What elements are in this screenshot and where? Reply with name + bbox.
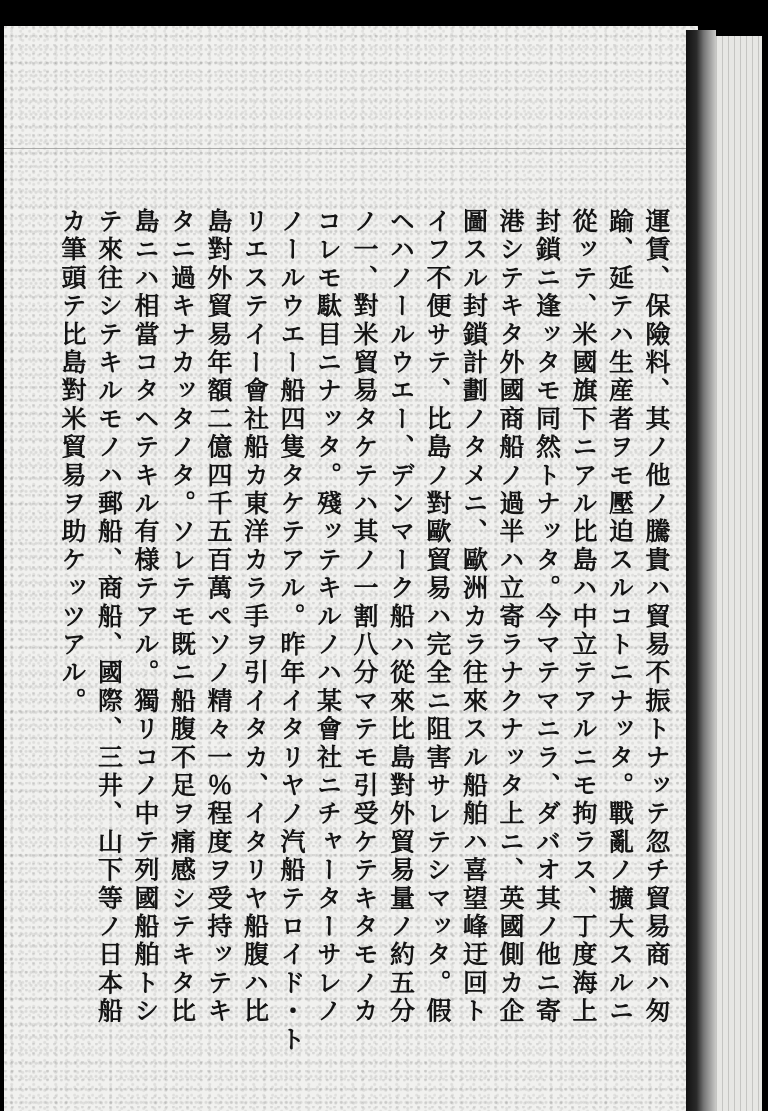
text-line: カ筆頭テ比島對米貿易ヲ助ケッツアル。	[58, 208, 87, 716]
text-line: ノールウエー船四隻タケテアル。昨年イタリヤノ汽船テロイド・ト	[277, 208, 306, 1054]
text-line: イフ不便サテ、比島ノ對歐貿易ハ完全ニ阻害サレテシマッタ。假	[423, 208, 452, 1026]
text-line: 踰、延テハ生産者ヲモ壓迫スルコトニナッタ。戰亂ノ擴大スルニ	[605, 208, 635, 1026]
text-line: 運賃、保險料、其ノ他ノ騰貴ハ貿易不振トナッテ忽チ貿易商ハ匆	[642, 208, 671, 1026]
text-line: 島ニハ相當コタヘテキル有様テアル。獨リコノ中テ列國船舶トシ	[131, 208, 160, 1026]
text-line: テ來往シテキルモノハ郵船、商船、國際、三井、山下等ノ日本船	[94, 208, 124, 1026]
vertical-text-block	[58, 208, 674, 1054]
text-line: タニ過キナカッタノタ。ソレテモ既ニ船腹不足ヲ痛感シテキタ比	[167, 208, 197, 1026]
book-binding-shadow	[686, 30, 716, 1111]
text-line: ヘハノールウエー、デンマーク船ハ從來比島對外貿易量ノ約五分	[386, 208, 416, 1026]
text-line: 封鎖ニ逢ッタモ同然トナッタ。今マテマニラ、ダバオ其ノ他ニ寄	[532, 208, 562, 1026]
text-line: 島對外貿易年額二億四千五百萬ペソノ精々一％程度ヲ受持ッテキ	[204, 208, 233, 1026]
text-line: ノ一、對米貿易タケテハ其ノ一割八分マテモ引受ケテキタモノカ	[350, 208, 379, 1026]
text-line: 港シテキタ外國商船ノ過半ハ立寄ラナクナッタ上ニ、英國側カ企	[496, 208, 525, 1026]
text-line: 從ッテ、米國旗下ニアル比島ハ中立テアルニモ拘ラス、丁度海上	[569, 208, 598, 1026]
page-edges-strip	[716, 36, 762, 1111]
text-line: コレモ駄目ニナッタ。殘ッテキルノハ某會社ニチャーターサレノ	[313, 208, 343, 1026]
text-line: リエステイー會社船カ東洋カラ手ヲ引イタカ、イタリヤ船腹ハ比	[240, 208, 270, 1026]
text-line: 圖スル封鎖計劃ノタメニ、歐洲カラ往來スル船舶ハ喜望峰迂回ト	[459, 208, 489, 1026]
page-crease-line	[4, 148, 698, 149]
